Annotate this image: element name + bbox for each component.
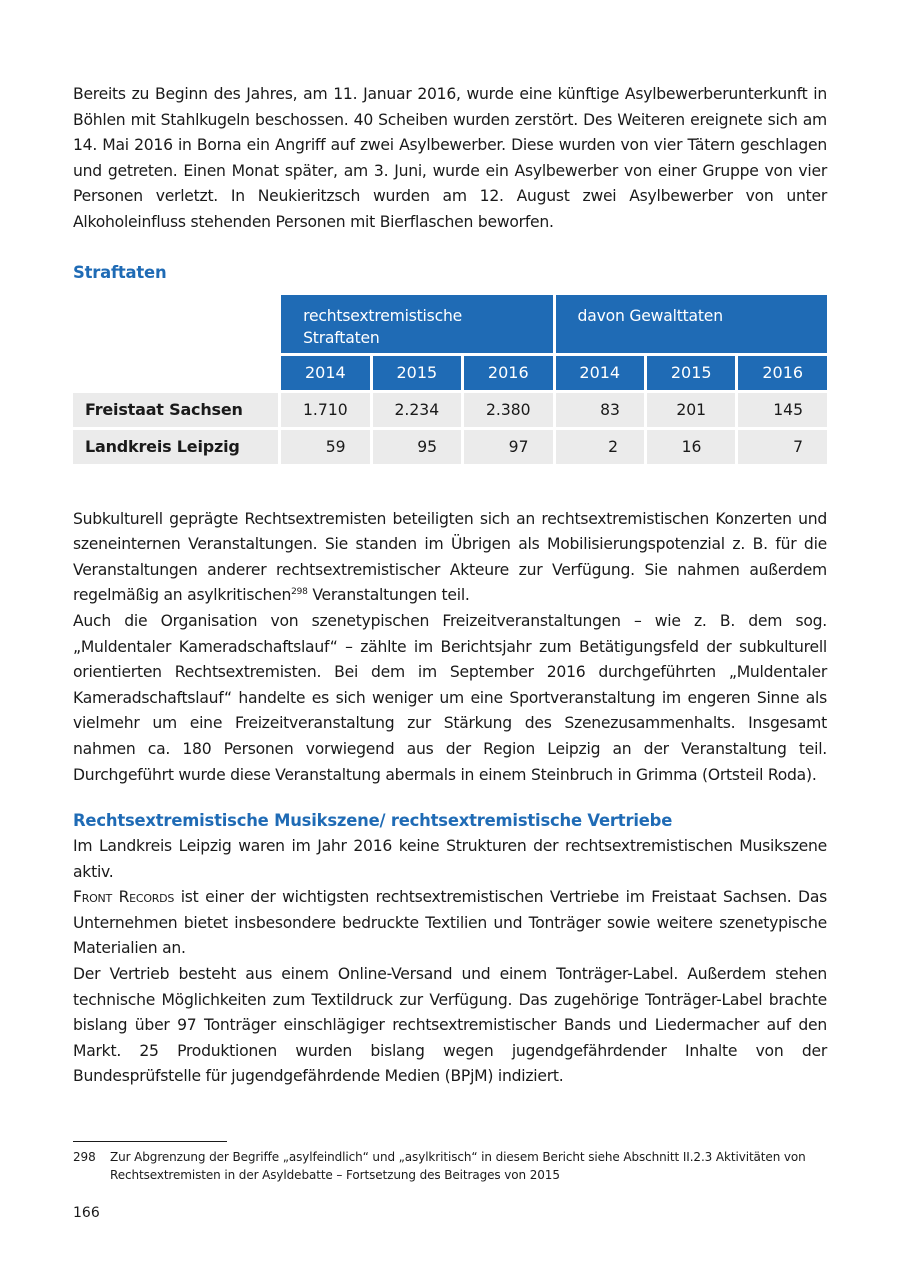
- paragraph-subkultur-text: Subkulturell geprägte Rechtsextremisten beteiligten sich an rechtsextremistischen Konzerten und szeneinternen Veranstaltungen. Sie standen im Übrigen als Mobilisierungspotenzial z. B. für die Veranstaltungen anderer rechtsextremistischer Akteure zur Verfügung. Sie nahmen außerdem regelmäßig an asylkritischen: [73, 509, 827, 605]
- year-header: 2015: [647, 356, 735, 390]
- table-cell: 59: [281, 430, 369, 464]
- table-cell: 95: [373, 430, 461, 464]
- year-header: 2016: [738, 356, 827, 390]
- footnote-number: 298: [73, 1150, 96, 1164]
- footnote: [73, 1149, 827, 1184]
- year-header: 2014: [556, 356, 644, 390]
- row-label: Freistaat Sachsen: [73, 393, 278, 427]
- table-cell: 2.234: [373, 393, 461, 427]
- group-header-gewalttaten: davon Gewalttaten: [556, 295, 827, 353]
- table-cell: 145: [738, 393, 827, 427]
- table-cell: 97: [464, 430, 552, 464]
- paragraph-subkultur: [73, 507, 827, 609]
- table-cell: 7: [738, 430, 827, 464]
- page-number: 166: [73, 1205, 100, 1221]
- table-cell: 16: [647, 430, 735, 464]
- front-records-name: Front Records: [73, 888, 175, 907]
- paragraph-organisation: Auch die Organisation von szenetypischen Freizeitveranstaltungen – wie z. B. dem sog. „Muldentaler Kameradschaftslauf“ – zählte im Berichtsjahr zum Betätigungsfeld der subkulturell orientierten Rechtsextremisten. Bei dem im September 2016 durchgeführten „Muldentaler Kameradschaftslauf“ handelte es sich weniger um eine Sportveranstaltung im engeren Sinne als vielmehr um eine Freizeitveranstaltung zur Stärkung des Szenezusammenhalts. Insgesamt nahmen ca. 180 Personen vorwiegend aus der Region Leipzig an der Veranstaltung teil. Durchgeführt wurde diese Veranstaltung abermals in einem Steinbruch in Grimma (Ortsteil Roda).: [73, 611, 827, 784]
- table-corner-cell: [73, 356, 278, 390]
- intro-paragraph: Bereits zu Beginn des Jahres, am 11. Januar 2016, wurde eine künftige Asylbewerberunterkunft in Böhlen mit Stahlkugeln beschossen. 40 Scheiben wurden zerstört. Des Weiteren ereignete sich am 14. Mai 2016 in Borna ein Angriff auf zwei Asylbewerber. Diese wurden von vier Tätern geschlagen und getreten. Einen Monat später, am 3. Juni, wurde ein Asylbewerber von einer Gruppe von vier Personen verletzt. In Neukieritzsch wurden am 12. August zwei Asylbewerber von unter Alkoholeinfluss stehenden Personen mit Bierflaschen beworfen.: [73, 85, 827, 231]
- year-header: 2016: [464, 356, 552, 390]
- year-header: 2015: [373, 356, 461, 390]
- heading-straftaten: Straftaten: [73, 262, 167, 282]
- table-cell: 201: [647, 393, 735, 427]
- footnote-reference[interactable]: 298: [291, 587, 308, 598]
- table-group-header-row: [73, 295, 827, 353]
- paragraph-subkultur-text-end: Veranstaltungen teil.: [307, 586, 470, 605]
- footnote-text: Zur Abgrenzung der Begriffe „asylfeindlich“ und „asylkritisch“ in diesem Bericht siehe Abschnitt II.2.3 Aktivitäten von Rechtsextremisten in der Asyldebatte – Fortsetzung des Beitrages von 2015: [110, 1150, 806, 1182]
- paragraph-vertrieb: Der Vertrieb besteht aus einem Online-Versand und einem Tonträger-Label. Außerdem stehen technische Möglichkeiten zum Textildruck zur Verfügung. Das zugehörige Tonträger-Label brachte bislang über 97 Tonträger einschlägiger rechtsextremistischer Bands und Liedermacher auf den Markt. 25 Produktionen wurden bislang wegen jugendgefährdender Inhalte von der Bundesprüfstelle für jugendgefährdende Medien (BPjM) indiziert.: [73, 965, 827, 1086]
- table-cell: 2: [556, 430, 644, 464]
- paragraph-front-records-text: ist einer der wichtigsten rechtsextremistischen Vertriebe im Freistaat Sachsen. Das Unternehmen bietet insbesondere bedruckte Textilien und Tonträger sowie weitere szenetypische Materialien an.: [73, 888, 827, 958]
- table-corner-cell: [73, 295, 278, 353]
- paragraph-front-records: [73, 885, 827, 962]
- table-year-header-row: [73, 356, 827, 390]
- heading-musikszene: Rechtsextremistische Musikszene/ rechtsextremistische Vertriebe: [73, 811, 673, 831]
- year-header: 2014: [281, 356, 369, 390]
- paragraph-musikszene: Im Landkreis Leipzig waren im Jahr 2016 keine Strukturen der rechtsextremistischen Musikszene aktiv.: [73, 837, 827, 881]
- row-label: Landkreis Leipzig: [73, 430, 278, 464]
- straftaten-table: [70, 292, 830, 467]
- table-cell: 2.380: [464, 393, 552, 427]
- table-cell: 83: [556, 393, 644, 427]
- footnote-divider: [73, 1141, 227, 1142]
- table-cell: 1.710: [281, 393, 369, 427]
- table-row: [73, 393, 827, 427]
- table-row: [73, 430, 827, 464]
- group-header-straftaten: rechtsextremistische Straftaten: [281, 295, 552, 353]
- page-content: [73, 82, 827, 1090]
